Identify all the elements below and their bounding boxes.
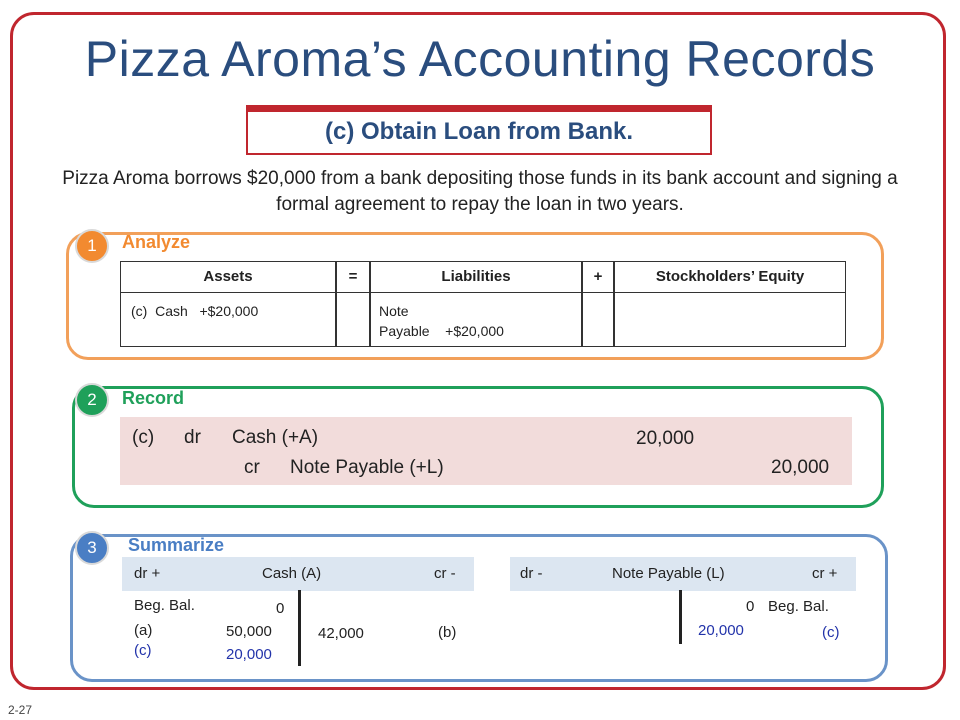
subtitle-text: (c) Obtain Loan from Bank. <box>324 118 633 145</box>
cash-dr-label: dr + <box>134 565 161 582</box>
equity-header: Stockholders’ Equity <box>614 261 846 293</box>
plus-column <box>582 293 614 347</box>
slide-title: Pizza Aroma’s Accounting Records <box>84 31 876 87</box>
journal-cr: cr <box>244 457 260 478</box>
note-account-title: Note Payable (L) <box>612 565 725 582</box>
assets-header: Assets <box>120 261 336 293</box>
assets-entry <box>120 293 336 347</box>
journal-credit-account: Note Payable (+L) <box>290 457 444 478</box>
cash-row1-debit: 0 <box>276 600 285 617</box>
analyze-label: Analyze <box>122 232 191 252</box>
page-number: 2-27 <box>8 703 33 717</box>
note-t-divider <box>679 590 682 644</box>
cash-account-title: Cash (A) <box>262 565 322 582</box>
subtitle-banner <box>246 105 712 155</box>
cash-row1-label: Beg. Bal. <box>134 597 195 614</box>
step-1-badge: 1 <box>75 229 109 263</box>
note-cr-label: cr + <box>812 565 838 582</box>
journal-credit-amount: 20,000 <box>771 457 830 478</box>
liabilities-entry-line2: Payable +$20,000 <box>379 323 504 339</box>
step-3-badge: 3 <box>75 531 109 565</box>
note-row2-label: (c) <box>822 624 840 641</box>
equals-column <box>336 293 370 347</box>
cash-t-divider <box>298 590 301 666</box>
summarize-label: Summarize <box>128 535 225 555</box>
journal-entry <box>120 417 852 485</box>
equals-sign: = <box>336 261 370 293</box>
step-2-badge: 2 <box>75 383 109 417</box>
cash-credit-amount: 42,000 <box>318 625 364 642</box>
plus-sign: + <box>582 261 614 293</box>
assets-entry-text: (c) Cash +$20,000 <box>131 303 259 319</box>
note-account-header <box>510 557 856 591</box>
journal-ref: (c) <box>132 427 155 448</box>
cash-account-header <box>122 557 474 591</box>
cash-credit-ref: (b) <box>438 624 457 641</box>
note-row1-label: Beg. Bal. <box>768 598 829 615</box>
note-row2-credit: 20,000 <box>698 622 744 639</box>
cash-cr-label: cr - <box>434 565 456 582</box>
record-label: Record <box>122 388 185 408</box>
journal-debit-account: Cash (+A) <box>232 427 319 448</box>
liabilities-entry <box>370 293 582 347</box>
cash-row3-debit: 20,000 <box>226 646 272 663</box>
cash-row2-debit: 50,000 <box>226 623 272 640</box>
equity-entry <box>614 293 846 347</box>
cash-row2-label: (a) <box>134 622 153 639</box>
cash-row3-label: (c) <box>134 642 152 659</box>
note-dr-label: dr - <box>520 565 543 582</box>
transaction-description: Pizza Aroma borrows $20,000 from a bank depositing those funds in its bank account and signing a formal agreement to repay the loan in two years. <box>62 168 898 215</box>
liabilities-header: Liabilities <box>370 261 582 293</box>
journal-debit-amount: 20,000 <box>636 428 695 449</box>
journal-dr: dr <box>184 427 201 448</box>
liabilities-entry-line1: Note <box>379 303 409 319</box>
note-row1-credit: 0 <box>746 598 755 615</box>
